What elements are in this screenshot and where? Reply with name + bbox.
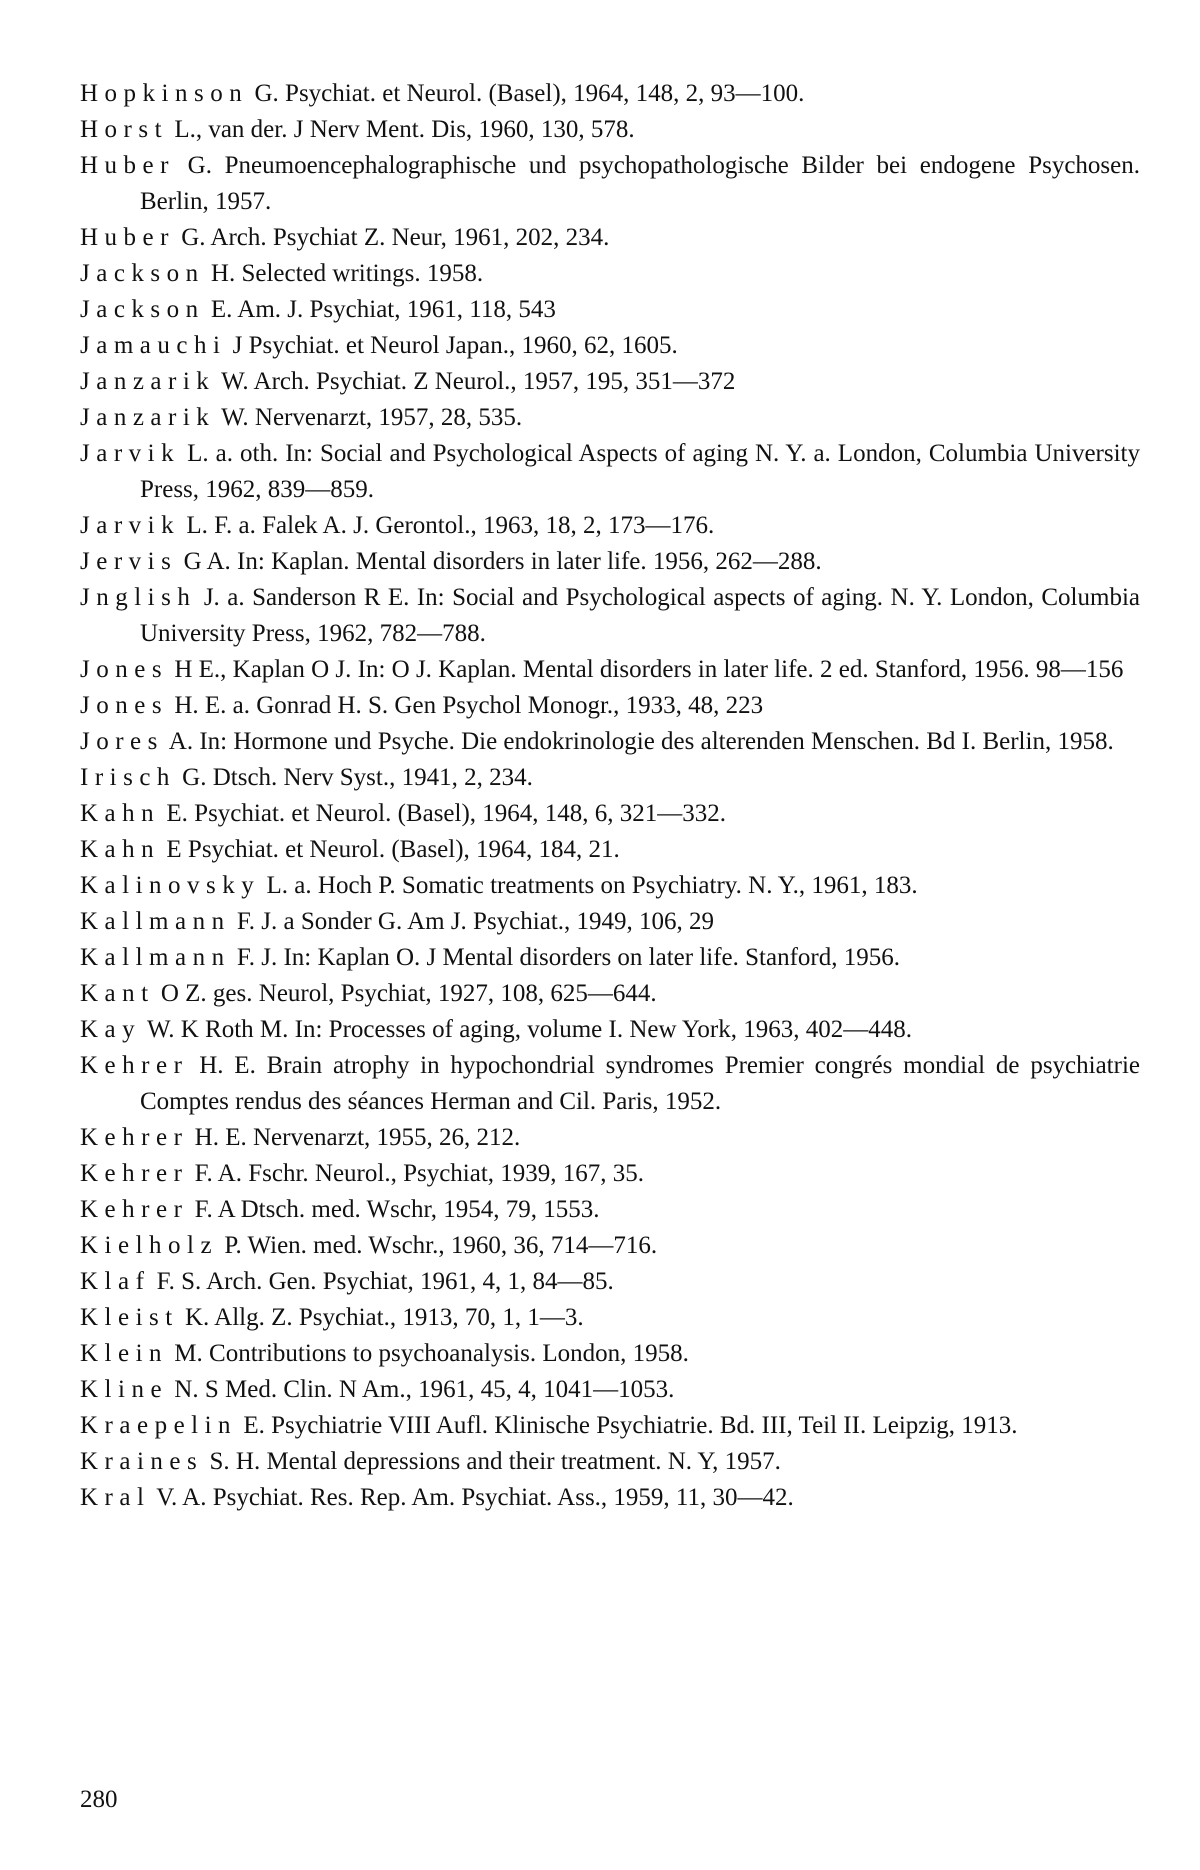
- reference-author: Kielholz: [80, 1232, 219, 1259]
- reference-citation: P. Wien. med. Wschr., 1960, 36, 714—716.: [218, 1232, 658, 1259]
- reference-entry: [80, 76, 1140, 112]
- reference-citation: E. Psychiat. et Neurol. (Basel), 1964, 148, 6, 321—332.: [160, 800, 727, 827]
- reference-citation: W. K Roth M. In: Processes of aging, volume I. New York, 1963, 402—448.: [141, 1016, 912, 1043]
- reference-citation: E. Am. J. Psychiat, 1961, 118, 543: [204, 296, 556, 323]
- reference-author: Jamauchi: [80, 332, 227, 359]
- reference-citation: V. A. Psychiat. Res. Rep. Am. Psychiat. Ass., 1959, 11, 30—42.: [150, 1484, 794, 1511]
- reference-entry: [80, 1408, 1140, 1444]
- reference-author: Jones: [80, 692, 169, 719]
- reference-author: Jarvik: [80, 512, 181, 539]
- reference-citation: L. a. Hoch P. Somatic treatments on Psychiatry. N. Y., 1961, 183.: [260, 872, 918, 899]
- reference-citation: L. a. oth. In: Social and Psychological Aspects of aging N. Y. a. London, Columbia University Press, 1962, 839—859.: [140, 440, 1140, 503]
- reference-entry: [80, 148, 1140, 220]
- reference-entry: [80, 1048, 1140, 1120]
- reference-author: Jores: [80, 728, 164, 755]
- page-number: 280: [80, 1786, 118, 1813]
- reference-citation: E. Psychiatrie VIII Aufl. Klinische Psychiatrie. Bd. III, Teil II. Leipzig, 1913.: [237, 1412, 1018, 1439]
- reference-entry: [80, 760, 1140, 796]
- reference-citation: G. Arch. Psychiat Z. Neur, 1961, 202, 234.: [174, 224, 610, 251]
- reference-citation: K. Allg. Z. Psychiat., 1913, 70, 1, 1—3.: [178, 1304, 584, 1331]
- reference-citation: F. J. In: Kaplan O. J Mental disorders on later life. Stanford, 1956.: [230, 944, 901, 971]
- reference-author: Hopkinson: [80, 80, 249, 107]
- reference-author: Jackson: [80, 260, 205, 287]
- reference-citation: H. E. a. Gonrad H. S. Gen Psychol Monogr., 1933, 48, 223: [168, 692, 764, 719]
- reference-entry: [80, 796, 1140, 832]
- reference-entry: [80, 940, 1140, 976]
- reference-citation: M. Contributions to psychoanalysis. London, 1958.: [168, 1340, 689, 1367]
- reference-entry: [80, 544, 1140, 580]
- reference-author: Janzarik: [80, 404, 216, 431]
- reference-author: Kalinovsky: [80, 872, 261, 899]
- reference-entry: [80, 976, 1140, 1012]
- reference-citation: L. F. a. Falek A. J. Gerontol., 1963, 18, 2, 173—176.: [180, 512, 715, 539]
- reference-entry: [80, 1156, 1140, 1192]
- reference-entry: [80, 400, 1140, 436]
- reference-entry: [80, 1336, 1140, 1372]
- reference-author: Jones: [80, 656, 169, 683]
- reference-entry: [80, 1012, 1140, 1048]
- reference-citation: G. Dtsch. Nerv Syst., 1941, 2, 234.: [175, 764, 533, 791]
- reference-author: Huber: [80, 224, 175, 251]
- reference-citation: G. Pneumoencephalographische und psychopathologische Bilder bei endogene Psychosen. Berlin, 1957.: [140, 152, 1140, 215]
- reference-author: Kline: [80, 1376, 169, 1403]
- reference-author: Kral: [80, 1484, 151, 1511]
- reference-citation: L., van der. J Nerv Ment. Dis, 1960, 130, 578.: [168, 116, 635, 143]
- reference-citation: F. A. Fschr. Neurol., Psychiat, 1939, 167, 35.: [188, 1160, 645, 1187]
- reference-entry: [80, 724, 1140, 760]
- reference-entry: [80, 904, 1140, 940]
- reference-author: Kehrer: [80, 1196, 189, 1223]
- reference-entry: [80, 580, 1140, 652]
- reference-entry: [80, 1444, 1140, 1480]
- reference-citation: H. E. Brain atrophy in hypochondrial syndromes Premier congrés mondial de psychiatrie Comptes rendus des séances Herman and Cil. Paris, 1952.: [140, 1052, 1140, 1115]
- reference-citation: G. Psychiat. et Neurol. (Basel), 1964, 148, 2, 93—100.: [248, 80, 805, 107]
- reference-citation: S. H. Mental depressions and their treatment. N. Y, 1957.: [203, 1448, 781, 1475]
- reference-author: Kraines: [80, 1448, 204, 1475]
- reference-author: Klaf: [80, 1268, 151, 1295]
- reference-entry: [80, 436, 1140, 508]
- reference-entry: [80, 364, 1140, 400]
- reference-entry: [80, 256, 1140, 292]
- reference-author: Kleist: [80, 1304, 179, 1331]
- reference-entry: [80, 292, 1140, 328]
- reference-author: Jarvik: [80, 440, 181, 467]
- reference-entry: [80, 220, 1140, 256]
- reference-entry: [80, 1120, 1140, 1156]
- reference-entry: [80, 832, 1140, 868]
- reference-citation: F. A Dtsch. med. Wschr, 1954, 79, 1553.: [188, 1196, 600, 1223]
- reference-citation: W. Arch. Psychiat. Z Neurol., 1957, 195, 351—372: [215, 368, 736, 395]
- reference-citation: J Psychiat. et Neurol Japan., 1960, 62, 1605.: [226, 332, 678, 359]
- reference-citation: G A. In: Kaplan. Mental disorders in later life. 1956, 262—288.: [177, 548, 822, 575]
- reference-author: Jackson: [80, 296, 205, 323]
- reference-entry: [80, 868, 1140, 904]
- reference-author: Huber: [80, 152, 175, 179]
- reference-author: Kehrer: [80, 1124, 189, 1151]
- reference-author: Kant: [80, 980, 155, 1007]
- reference-author: Kahn: [80, 800, 161, 827]
- reference-author: Klein: [80, 1340, 169, 1367]
- reference-citation: H. Selected writings. 1958.: [204, 260, 484, 287]
- reference-citation: W. Nervenarzt, 1957, 28, 535.: [215, 404, 523, 431]
- reference-entry: [80, 1192, 1140, 1228]
- reference-citation: F. S. Arch. Gen. Psychiat, 1961, 4, 1, 84—85.: [150, 1268, 614, 1295]
- reference-citation: E Psychiat. et Neurol. (Basel), 1964, 184, 21.: [160, 836, 620, 863]
- reference-citation: H E., Kaplan O J. In: O J. Kaplan. Mental disorders in later life. 2 ed. Stanford, 1956. 98—156: [168, 656, 1124, 683]
- reference-entry: [80, 112, 1140, 148]
- reference-citation: N. S Med. Clin. N Am., 1961, 45, 4, 1041—1053.: [168, 1376, 675, 1403]
- reference-entry: [80, 1300, 1140, 1336]
- reference-citation: A. In: Hormone und Psyche. Die endokrinologie des alterenden Menschen. Bd I. Berlin, 1958.: [163, 728, 1114, 755]
- reference-entry: [80, 508, 1140, 544]
- reference-author: Irisch: [80, 764, 176, 791]
- reference-author: Janzarik: [80, 368, 216, 395]
- reference-author: Kehrer: [80, 1052, 189, 1079]
- reference-citation: O Z. ges. Neurol, Psychiat, 1927, 108, 625—644.: [154, 980, 657, 1007]
- reference-entry: [80, 328, 1140, 364]
- reference-citation: H. E. Nervenarzt, 1955, 26, 212.: [188, 1124, 521, 1151]
- reference-author: Kehrer: [80, 1160, 189, 1187]
- reference-author: Kraepelin: [80, 1412, 238, 1439]
- reference-citation: F. J. a Sonder G. Am J. Psychiat., 1949, 106, 29: [230, 908, 715, 935]
- reference-list: [80, 76, 1140, 1516]
- reference-entry: [80, 1372, 1140, 1408]
- reference-citation: J. a. Sanderson R E. In: Social and Psychological aspects of aging. N. Y. London, Columbia University Press, 1962, 782—788.: [140, 584, 1140, 647]
- reference-author: Kallmann: [80, 944, 231, 971]
- reference-entry: [80, 1264, 1140, 1300]
- reference-author: Kallmann: [80, 908, 231, 935]
- reference-entry: [80, 652, 1140, 688]
- reference-entry: [80, 1228, 1140, 1264]
- reference-entry: [80, 688, 1140, 724]
- reference-author: Kahn: [80, 836, 161, 863]
- reference-author: Horst: [80, 116, 169, 143]
- reference-entry: [80, 1480, 1140, 1516]
- reference-author: Jnglish: [80, 584, 197, 611]
- reference-author: Kay: [80, 1016, 142, 1043]
- reference-author: Jervis: [80, 548, 178, 575]
